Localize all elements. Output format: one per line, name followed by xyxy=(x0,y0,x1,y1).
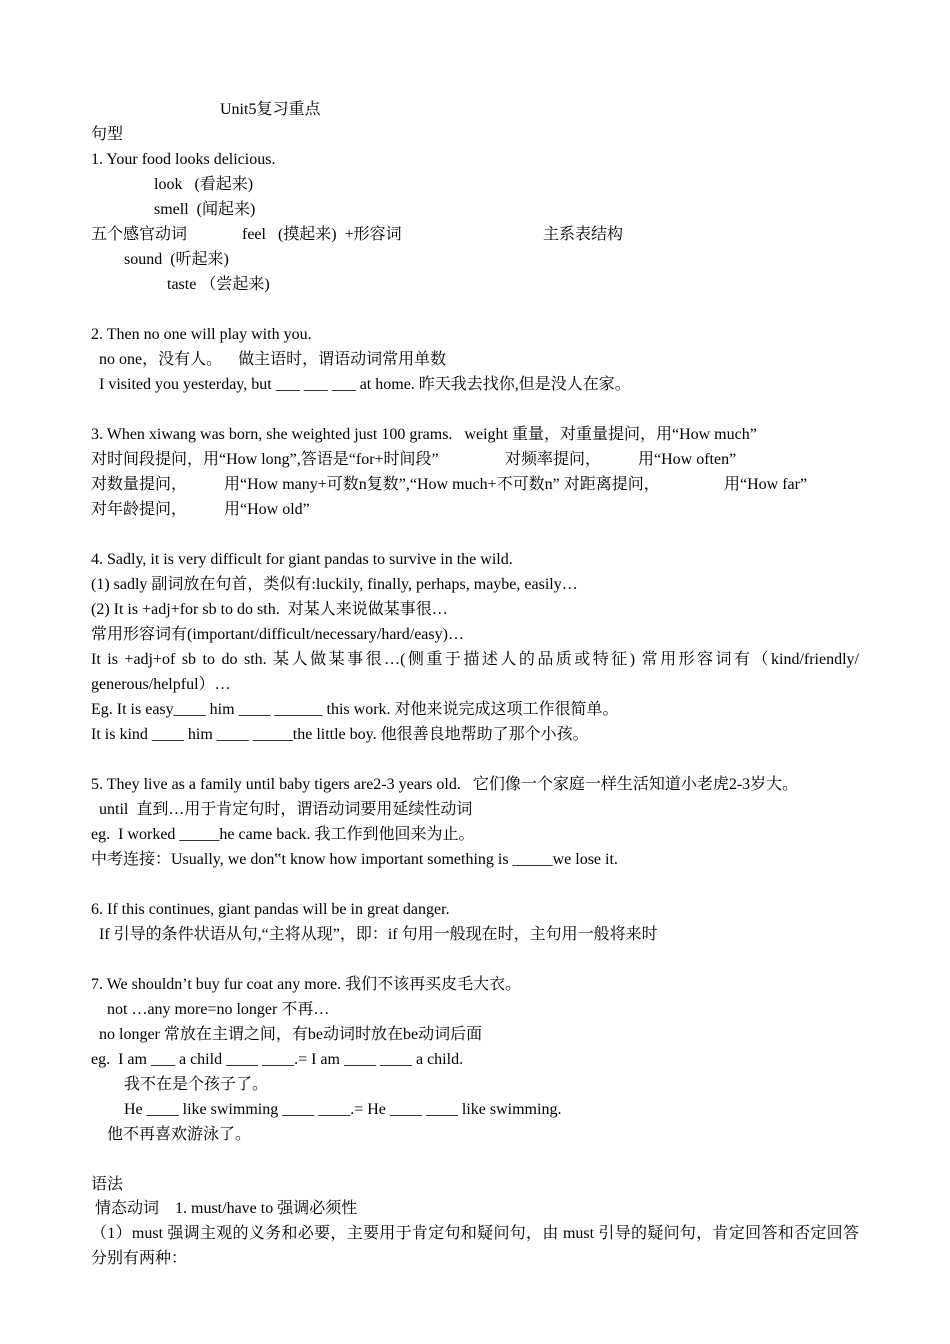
sentence-3-quantity: 对数量提问， xyxy=(91,476,188,493)
grammar-modal-verbs: 情态动词 1. must/have to 强调必须性 xyxy=(95,1200,358,1217)
sentence-5-example: eg. I worked _____he came back. 我工作到他回来为止。 xyxy=(91,826,475,843)
section-heading-grammar: 语法 xyxy=(91,1176,124,1193)
sentence-3-duration: 对时间段提问，用“How long”,答语是“for+时间段” xyxy=(91,451,439,468)
document-title: Unit5复习重点 xyxy=(220,101,321,118)
sentence-5-exam-link: 中考连接：Usually, we don‟t know how important something is _____we lose it. xyxy=(91,851,618,868)
sense-smell: smell (闻起来) xyxy=(154,201,256,218)
sentence-2-example: I visited you yesterday, but ___ ___ ___ at home. 昨天我去找你,但是没人在家。 xyxy=(99,376,631,393)
sentence-2-note: no one，没有人。 做主语时，谓语动词常用单数 xyxy=(99,351,447,368)
sentence-7-example-1: eg. I am ___ a child ____ ____.= I am ____ ____ a child. xyxy=(91,1051,464,1068)
sentence-3-how-often: 用“How often” xyxy=(638,451,737,468)
grammar-must-point-1-cont: 分别有两种： xyxy=(91,1250,188,1267)
sentence-5-note: until 直到…用于肯定句时，谓语动词要用延续性动词 xyxy=(99,801,473,818)
sentence-4-point-1: (1) sadly 副词放在句首，类似有:luckily, finally, perhaps, maybe, easily… xyxy=(91,576,578,593)
sentence-6: 6. If this continues, giant pandas will be in great danger. xyxy=(91,901,450,918)
sentence-3-how-old: 用“How old” xyxy=(224,501,310,518)
sense-sound: sound (听起来) xyxy=(124,251,229,268)
sentence-2: 2. Then no one will play with you. xyxy=(91,326,312,343)
sentence-7-note-1: not …any more=no longer 不再… xyxy=(107,1001,330,1018)
section-heading-sentences: 句型 xyxy=(91,126,124,143)
sentence-4-example-2: It is kind ____ him ____ _____the little boy. 他很善良地帮助了那个小孩。 xyxy=(91,726,589,743)
sentence-4-example-1: Eg. It is easy____ him ____ ______ this work. 对他来说完成这项工作很简单。 xyxy=(91,701,619,718)
structure-label: 主系表结构 xyxy=(543,226,624,243)
sentence-4: 4. Sadly, it is very difficult for giant pandas to survive in the wild. xyxy=(91,551,513,568)
sentence-7: 7. We shouldn’t buy fur coat any more. 我们不该再买皮毛大衣。 xyxy=(91,976,522,993)
sentence-3-frequency: 对频率提问， xyxy=(505,451,602,468)
sentence-4-point-2: (2) It is +adj+for sb to do sth. 对某人来说做某事很… xyxy=(91,601,448,618)
sentence-3-how-many: 用“How many+可数n复数”,“How much+不可数n” 对距离提问， xyxy=(224,476,660,493)
grammar-must-point-1: （1）must 强调主观的义务和必要，主要用于肯定句和疑问句，由 must 引导的疑问句，肯定回答和否定回答 xyxy=(91,1225,859,1242)
sentence-3-how-far: 用“How far” xyxy=(724,476,808,493)
sentence-3-age: 对年龄提问， xyxy=(91,501,188,518)
sentence-6-note: If 引导的条件状语从句,“主将从现”，即：if 句用一般现在时，主句用一般将来时 xyxy=(99,926,658,943)
sense-taste: taste （尝起来) xyxy=(167,276,270,293)
five-senses-label: 五个感官动词 xyxy=(91,226,188,243)
sentence-4-of-structure: It is +adj+of sb to do sth. 某人做某事很…(侧重于描述人的品质或特征) 常用形容词有（kind/friendly/ xyxy=(91,651,859,668)
sentence-7-example-2: He ____ like swimming ____ ____.= He ____ ____ like swimming. xyxy=(124,1101,562,1118)
sentence-7-example-2-translation: 他不再喜欢游泳了。 xyxy=(107,1126,252,1143)
sentence-4-of-adjectives: generous/helpful）… xyxy=(91,676,231,693)
sentence-5: 5. They live as a family until baby tigers are2-3 years old. 它们像一个家庭一样生活知道小老虎2-3岁大。 xyxy=(91,776,799,793)
sense-look: look (看起来) xyxy=(154,176,254,193)
sentence-7-example-1-translation: 我不在是个孩子了。 xyxy=(124,1076,269,1093)
sentence-4-adjectives: 常用形容词有(important/difficult/necessary/hard/easy)… xyxy=(91,626,464,643)
sentence-1: 1. Your food looks delicious. xyxy=(91,151,276,168)
sense-feel: feel (摸起来) +形容词 xyxy=(242,226,402,243)
sentence-7-note-2: no longer 常放在主谓之间，有be动词时放在be动词后面 xyxy=(99,1026,483,1043)
sentence-3: 3. When xiwang was born, she weighted just 100 grams. weight 重量，对重量提问，用“How much” xyxy=(91,426,757,443)
